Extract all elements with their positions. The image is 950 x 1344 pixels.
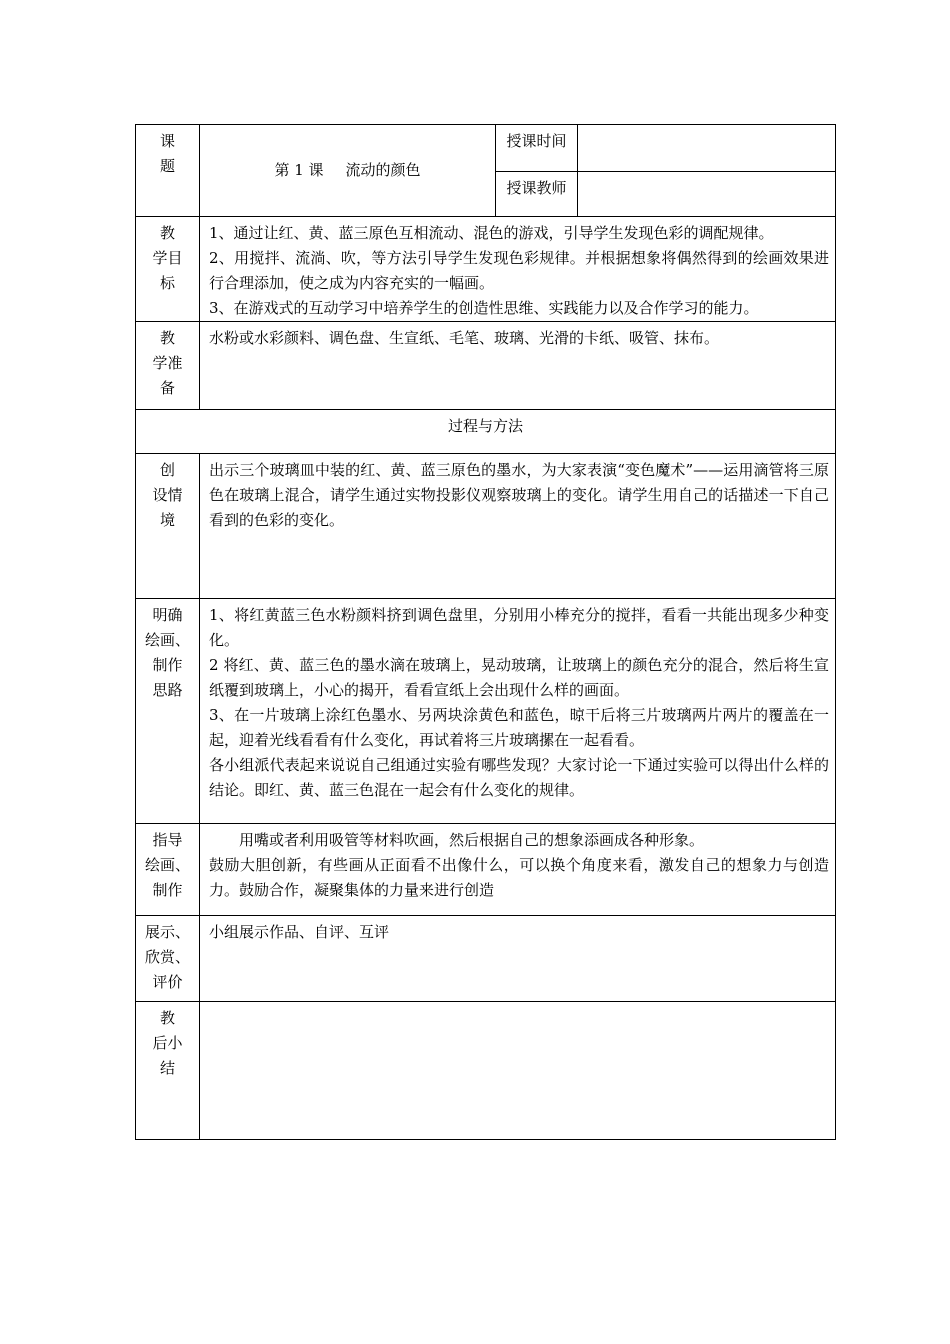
scene-label: 创 设情 境 [136, 454, 200, 599]
scene-content: 出示三个玻璃皿中装的红、黄、蓝三原色的墨水，为大家表演“变色魔术”——运用滴管将三原色在玻璃上混合，请学生通过实物投影仪观察玻璃上的变化。请学生用自己的话描述一下自己看到的色彩的变化。 [200, 454, 836, 599]
guide-item: 鼓励大胆创新，有些画从正面看不出像什么，可以换个角度来看，激发自己的想象力与创造力。鼓励合作，凝聚集体的力量来进行创造 [209, 856, 829, 899]
show-label: 展示、 欣赏、 评价 [136, 916, 200, 1002]
ideas-content [200, 599, 836, 824]
prep-label: 教 学准 备 [136, 322, 200, 410]
lesson-title [200, 125, 496, 217]
guide-label: 指导 绘画、 制作 [136, 824, 200, 916]
goal-item: 2、用搅拌、流淌、吹，等方法引导学生发现色彩规律。并根据想象将偶然得到的绘画效果进行合理添加，使之成为内容充实的一幅画。 [209, 249, 829, 292]
time-value [578, 125, 836, 172]
goal-item: 3、在游戏式的互动学习中培养学生的创造性思维、实践能力以及合作学习的能力。 [209, 299, 759, 317]
teacher-label: 授课教师 [496, 172, 578, 217]
goals-content [200, 217, 836, 322]
process-heading: 过程与方法 [136, 410, 836, 454]
idea-item: 各小组派代表起来说说自己组通过实验有哪些发现？大家讨论一下通过实验可以得出什么样的结论。即红、黄、蓝三色混在一起会有什么变化的规律。 [209, 756, 829, 799]
ideas-label: 明确 绘画、 制作 思路 [136, 599, 200, 824]
summary-label: 教 后小 结 [136, 1002, 200, 1140]
show-content: 小组展示作品、自评、互评 [200, 916, 836, 1002]
idea-item: 1、将红黄蓝三色水粉颜料挤到调色盘里，分别用小棒充分的搅拌，看看一共能出现多少种变化。 [209, 606, 829, 649]
goal-item: 1、通过让红、黄、蓝三原色互相流动、混色的游戏，引导学生发现色彩的调配规律。 [209, 224, 774, 242]
lesson-name: 流动的颜色 [345, 161, 421, 179]
summary-content [200, 1002, 836, 1140]
teacher-value [578, 172, 836, 217]
goals-label: 教 学目 标 [136, 217, 200, 322]
lesson-plan-table [135, 124, 836, 1140]
time-label: 授课时间 [496, 125, 578, 172]
prep-content: 水粉或水彩颜料、调色盘、生宣纸、毛笔、玻璃、光滑的卡纸、吸管、抹布。 [200, 322, 836, 410]
idea-item: 2 将红、黄、蓝三色的墨水滴在玻璃上，晃动玻璃，让玻璃上的颜色充分的混合，然后将生宣纸覆到玻璃上，小心的揭开，看看宣纸上会出现什么样的画面。 [209, 656, 829, 699]
guide-content [200, 824, 836, 916]
idea-item: 3、在一片玻璃上涂红色墨水、另两块涂黄色和蓝色，晾干后将三片玻璃两片两片的覆盖在一起，迎着光线看看有什么变化，再试着将三片玻璃摞在一起看看。 [209, 706, 829, 749]
topic-label: 课 题 [136, 125, 200, 217]
guide-item: 用嘴或者利用吸管等材料吹画，然后根据自己的想象添画成各种形象。 [239, 831, 705, 849]
lesson-number: 第 1 课 [274, 161, 324, 179]
